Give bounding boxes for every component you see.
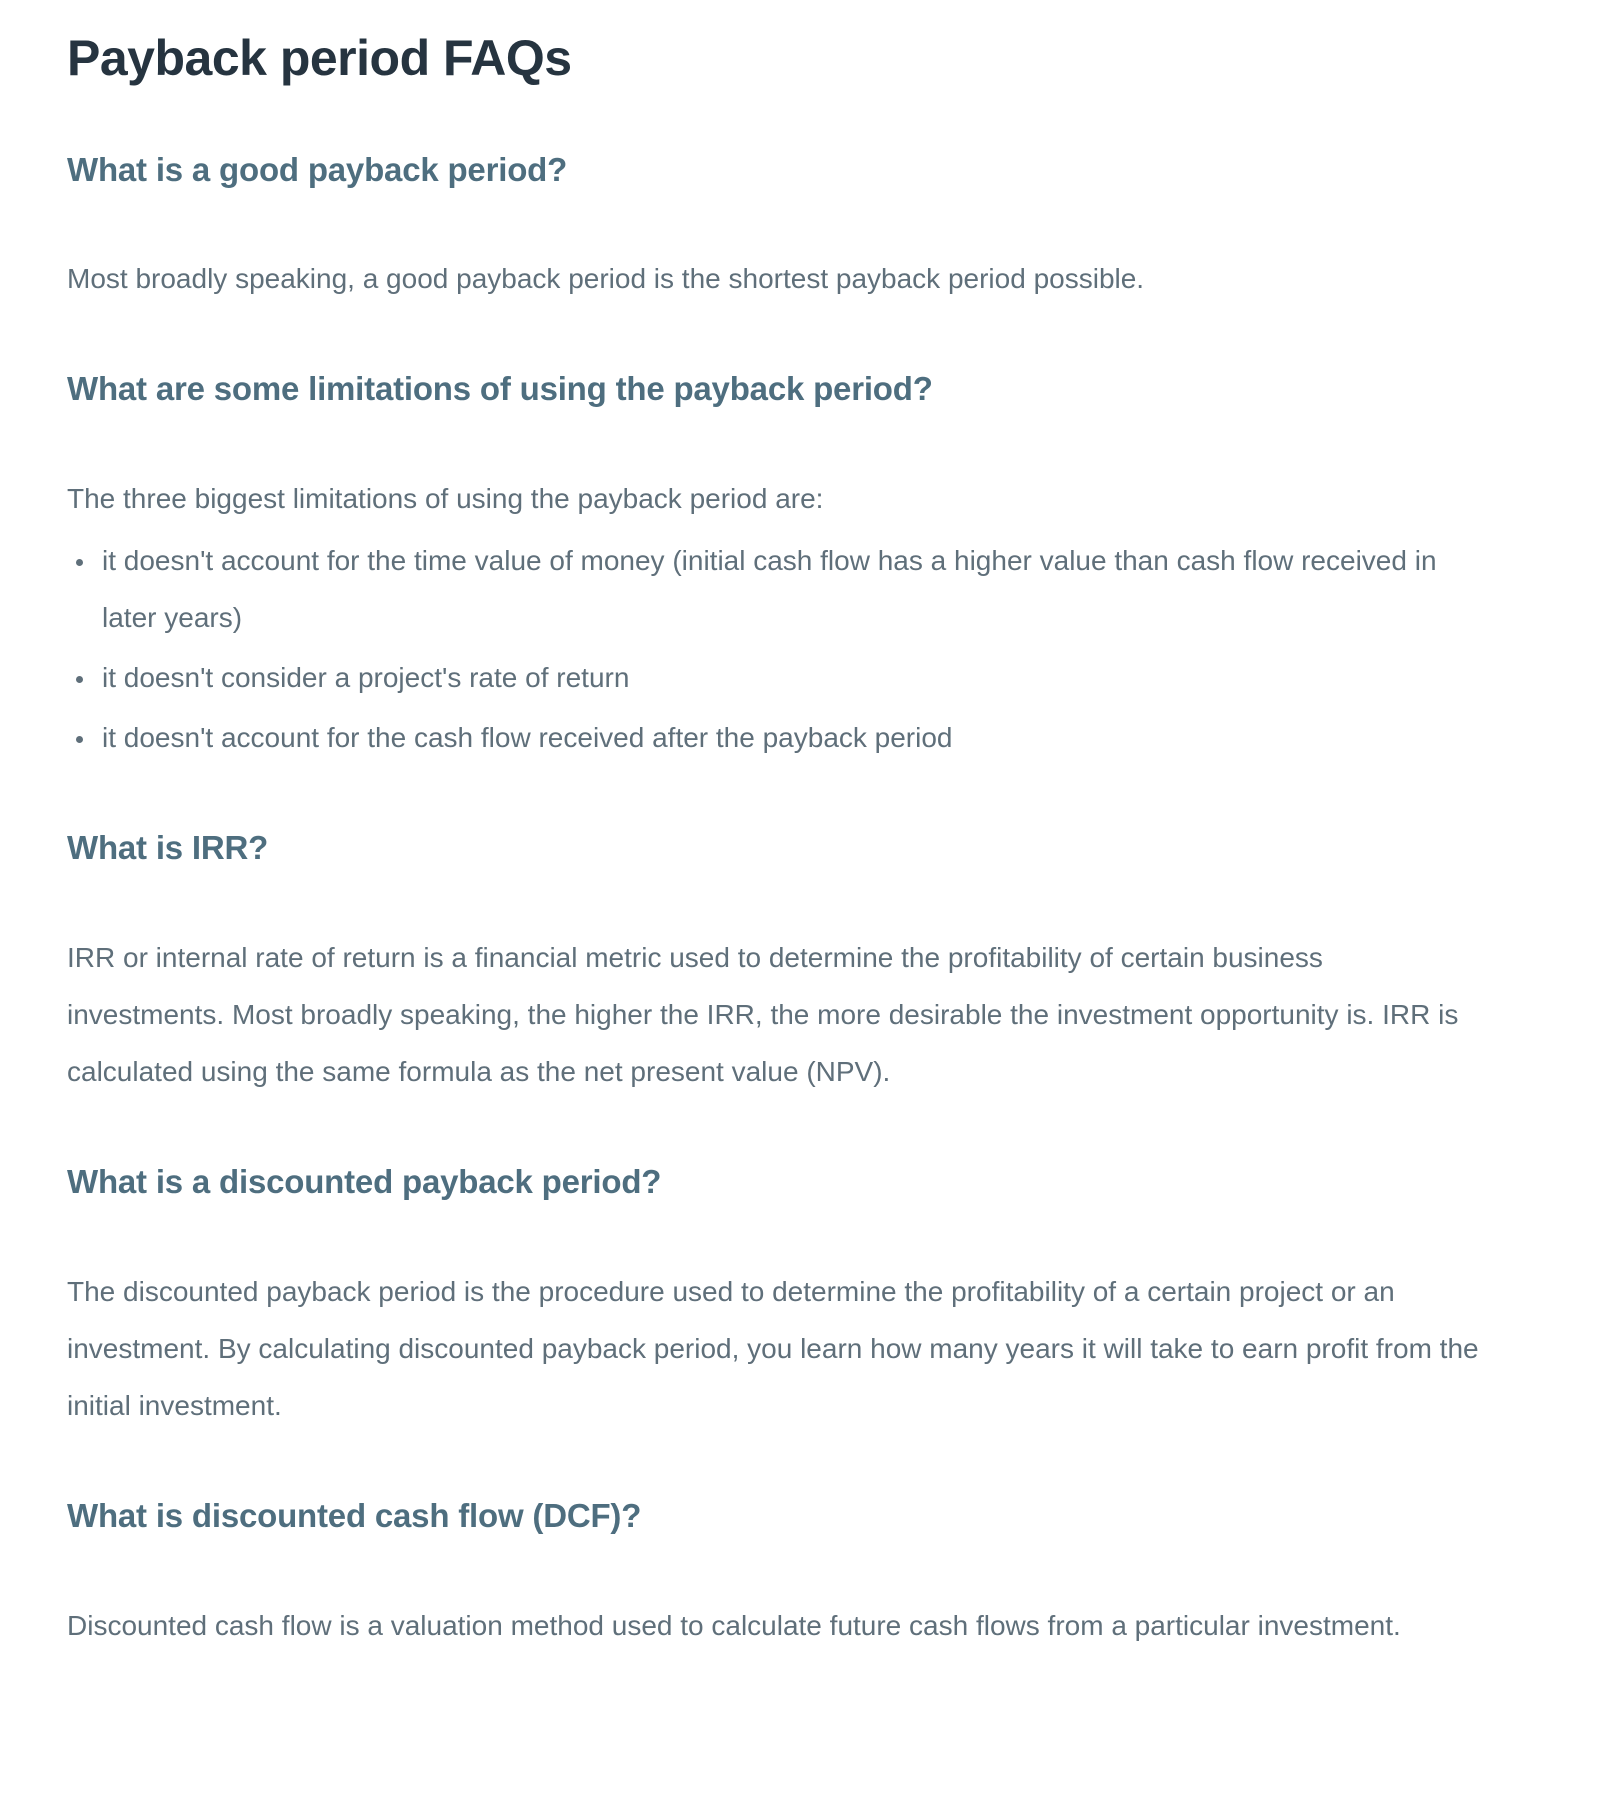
faq-page [67, 30, 1550, 1654]
section-heading: What is IRR? [67, 829, 269, 867]
section-heading: What is a good payback period? [67, 150, 568, 188]
section-paragraph: IRR or internal rate of return is a financial metric used to determine the profitability of certain business investments. Most broadly speaking, the higher the IRR, the more desirable the investment opportunity is. IRR is calculated using the same formula as the net present value (NPV). [67, 942, 1459, 1088]
faq-section-discounted-payback-period [67, 1161, 1550, 1434]
faq-section-discounted-cash-flow [67, 1495, 1550, 1654]
section-paragraph: Most broadly speaking, a good payback period is the shortest payback period possible. [67, 263, 1145, 295]
faq-section-good-payback-period [67, 149, 1550, 308]
bullet-list [67, 532, 1457, 766]
faq-section-limitations [67, 368, 1550, 766]
page-title: Payback period FAQs [67, 30, 572, 86]
bullet-item: • it doesn't consider a project's rate of return [97, 649, 1457, 706]
section-heading: What is discounted cash flow (DCF)? [67, 1497, 642, 1535]
bullet-item: • it doesn't account for the cash flow received after the payback period [97, 709, 1457, 766]
section-paragraph: The discounted payback period is the procedure used to determine the profitability of a certain project or an investment. By calculating discounted payback period, you learn how many years it will take to earn profit from the initial investment. [67, 1276, 1479, 1422]
section-paragraph: Discounted cash flow is a valuation method used to calculate future cash flows from a particular investment. [67, 1609, 1401, 1641]
bullet-item: • it doesn't account for the time value of money (initial cash flow has a higher value than cash flow received in later years) [97, 532, 1457, 646]
section-heading: What are some limitations of using the payback period? [67, 370, 933, 408]
section-heading: What is a discounted payback period? [67, 1163, 662, 1201]
section-paragraph: The three biggest limitations of using the payback period are: [67, 483, 824, 515]
faq-section-irr [67, 827, 1550, 1100]
